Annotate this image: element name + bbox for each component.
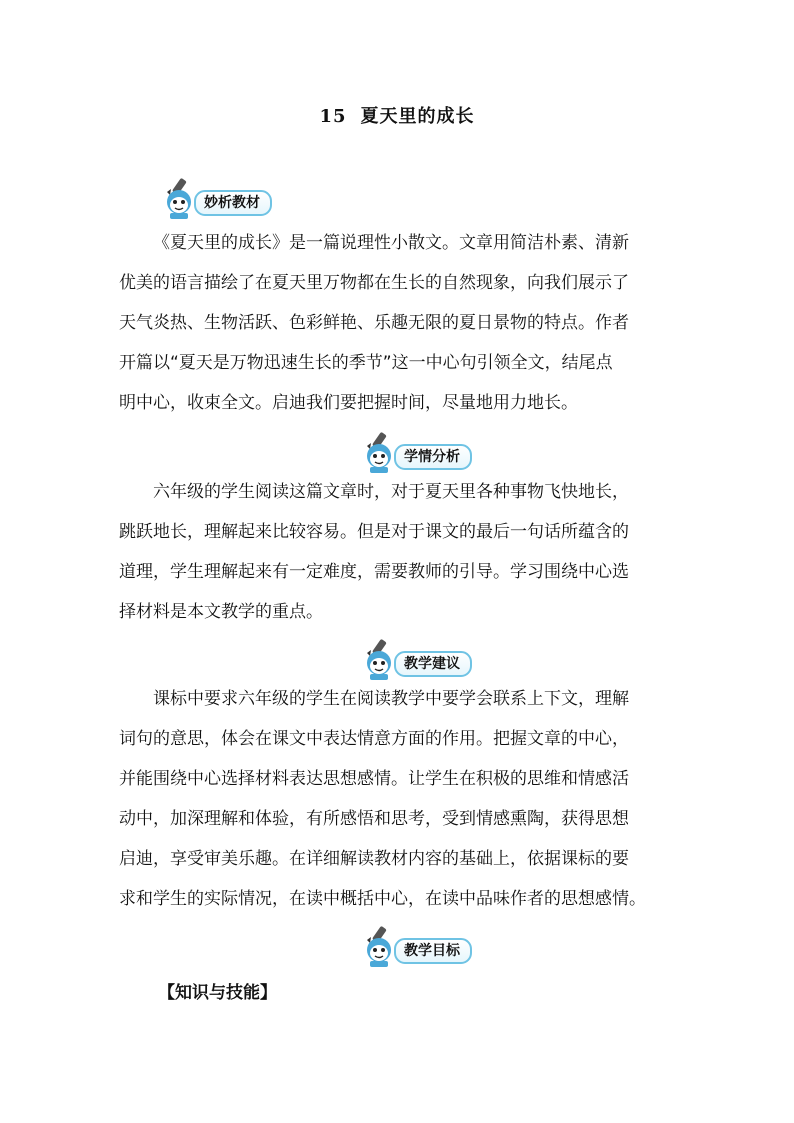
text-line: 明中心，收束全文。启迪我们要把握时间，尽量地用力地长。 (119, 393, 578, 413)
pencil-mascot-icon (358, 637, 400, 681)
text-line: 词句的意思，体会在课文中表达情意方面的作用。把握文章的中心， (119, 729, 629, 749)
pencil-mascot-icon (358, 430, 400, 474)
text-line: 求和学生的实际情况，在读中概括中心，在读中品味作者的思想感情。 (119, 889, 646, 909)
text-line: 开篇以“夏天是万物迅速生长的季节”这一中心句引领全文，结尾点 (119, 353, 613, 373)
text-line: 动中，加深理解和体验，有所感悟和思考，受到情感熏陶，获得思想 (119, 809, 629, 829)
section-badge-teaching-goals: 教学目标 (394, 938, 472, 964)
paragraph-teaching-suggestion (119, 679, 677, 919)
lesson-number: 15 (319, 106, 347, 127)
text-line: 启迪，享受审美乐趣。在详细解读教材内容的基础上，依据课标的要 (119, 849, 629, 869)
text-line: 《夏天里的成长》是一篇说理性小散文。文章用简洁朴素、清新 (153, 233, 629, 253)
pencil-mascot-icon (158, 176, 200, 220)
text-line: 天气炎热、生物活跃、色彩鲜艳、乐趣无限的夏日景物的特点。作者 (119, 313, 629, 333)
paragraph-textbook-analysis (119, 223, 677, 423)
text-line: 择材料是本文教学的重点。 (119, 602, 323, 622)
paragraph-student-analysis (119, 472, 677, 632)
section-badge-textbook-analysis: 妙析教材 (194, 190, 272, 216)
text-line: 道理，学生理解起来有一定难度，需要教师的引导。学习围绕中心选 (119, 562, 629, 582)
text-line: 优美的语言描绘了在夏天里万物都在生长的自然现象，向我们展示了 (119, 273, 629, 293)
section-badge-teaching-suggestion: 教学建议 (394, 651, 472, 677)
section-header-teaching-goals (358, 928, 472, 968)
text-line: 六年级的学生阅读这篇文章时，对于夏天里各种事物飞快地长， (153, 482, 629, 502)
section-header-student-analysis (358, 434, 472, 474)
pencil-mascot-icon (358, 924, 400, 968)
section-header-textbook-analysis (158, 180, 272, 220)
lesson-title (0, 102, 794, 128)
subheading-knowledge-skills: 【知识与技能】 (158, 983, 277, 1003)
lesson-name: 夏天里的成长 (360, 106, 475, 127)
text-line: 课标中要求六年级的学生在阅读教学中要学会联系上下文，理解 (153, 689, 629, 709)
section-header-teaching-suggestion (358, 641, 472, 681)
section-badge-student-analysis: 学情分析 (394, 444, 472, 470)
text-line: 跳跃地长，理解起来比较容易。但是对于课文的最后一句话所蕴含的 (119, 522, 629, 542)
text-line: 并能围绕中心选择材料表达思想感情。让学生在积极的思维和情感活 (119, 769, 629, 789)
